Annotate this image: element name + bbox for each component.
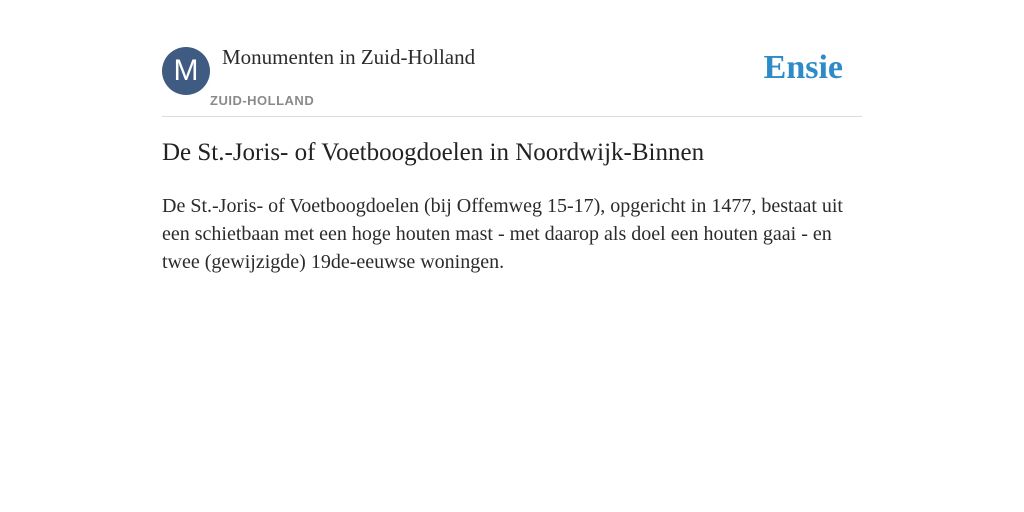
article-body: De St.-Joris- of Voetboogdoelen (bij Offemweg 15-17), opgericht in 1477, bestaat uit een schietbaan met een hoge houten mast - met daarop als doel een houten gaai - en twee (gewijzigde) 19de-eeuwse woningen. bbox=[162, 195, 843, 273]
header bbox=[162, 0, 862, 117]
article-title: De St.-Joris- of Voetboogdoelen in Noordwijk-Binnen bbox=[162, 139, 705, 166]
site-title[interactable]: Monumenten in Zuid-Holland bbox=[222, 45, 476, 69]
ensie-logo-link[interactable]: Ensie bbox=[763, 49, 843, 86]
avatar[interactable]: M bbox=[162, 47, 210, 95]
region-label[interactable]: ZUID-HOLLAND bbox=[210, 93, 315, 108]
